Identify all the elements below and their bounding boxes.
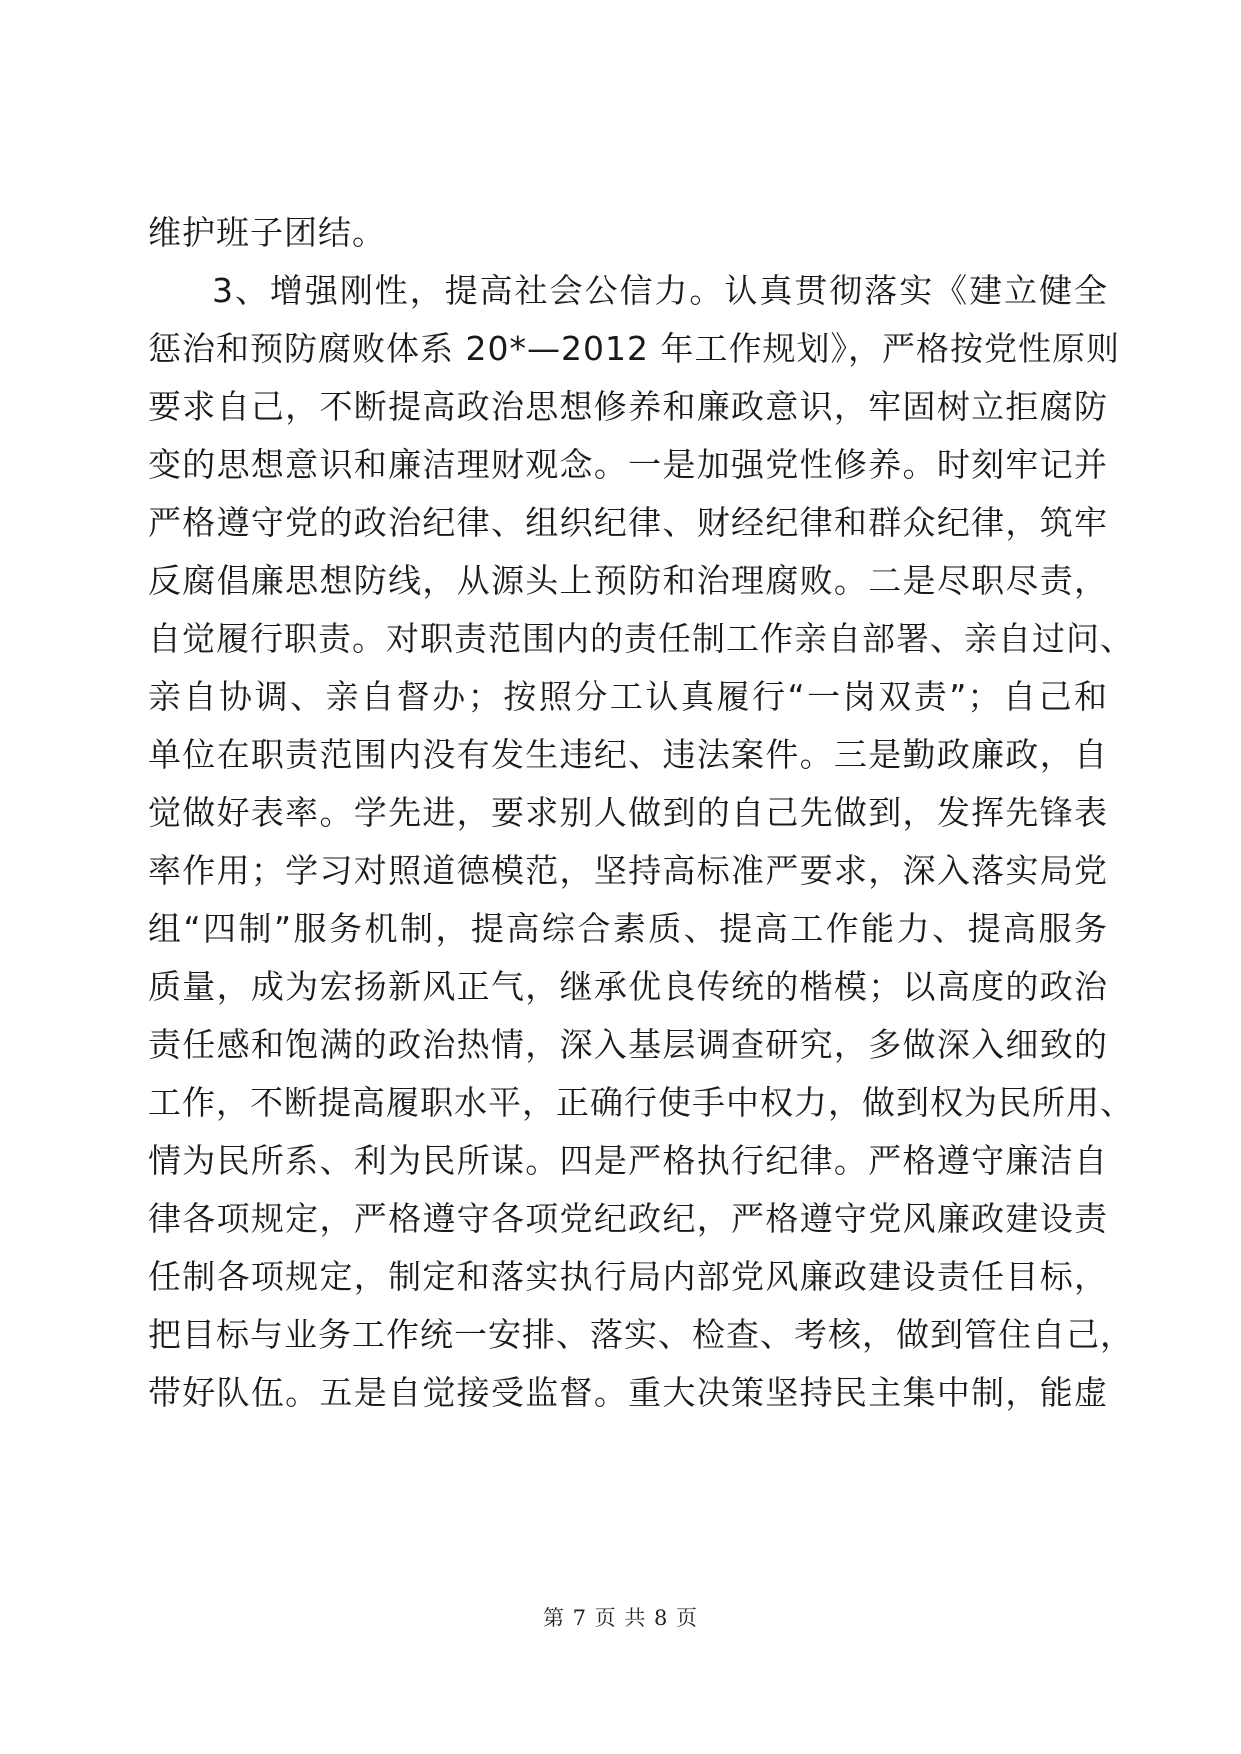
- text-line: 3、增强刚性，提高社会公信力。认真贯彻落实《建立健全: [212, 271, 1108, 310]
- text-line: 维护班子团结。: [148, 213, 386, 252]
- text-line: 亲自协调、亲自督办；按照分工认真履行“一岗双责”；自己和: [148, 677, 1108, 716]
- document-body: [148, 204, 1134, 1422]
- text-line: 严格遵守党的政治纪律、组织纪律、财经纪律和群众纪律，筑牢: [148, 503, 1108, 542]
- text-line: 单位在职责范围内没有发生违纪、违法案件。三是勤政廉政，自: [148, 735, 1108, 774]
- text-line: 任制各项规定，制定和落实执行局内部党风廉政建设责任目标，: [148, 1257, 1108, 1296]
- text-line: 变的思想意识和廉洁理财观念。一是加强党性修养。时刻牢记并: [148, 445, 1108, 484]
- text-line: 带好队伍。五是自觉接受监督。重大决策坚持民主集中制，能虚: [148, 1373, 1108, 1412]
- text-line: 觉做好表率。学先进，要求别人做到的自己先做到，发挥先锋表: [148, 793, 1108, 832]
- text-line: 工作，不断提高履职水平，正确行使手中权力，做到权为民所用、: [148, 1083, 1134, 1122]
- text-line: 自觉履行职责。对职责范围内的责任制工作亲自部署、亲自过问、: [148, 619, 1134, 658]
- text-line: 惩治和预防腐败体系 20*—2012 年工作规划》，严格按党性原则: [148, 329, 1120, 368]
- text-line: 把目标与业务工作统一安排、落实、检查、考核，做到管住自己，: [148, 1315, 1134, 1354]
- text-line: 要求自己，不断提高政治思想修养和廉政意识，牢固树立拒腐防: [148, 387, 1108, 426]
- text-line: 责任感和饱满的政治热情，深入基层调查研究，多做深入细致的: [148, 1025, 1108, 1064]
- text-line: 反腐倡廉思想防线，从源头上预防和治理腐败。二是尽职尽责，: [148, 561, 1108, 600]
- page-number-footer: 第 7 页 共 8 页: [542, 1606, 699, 1630]
- text-line: 率作用；学习对照道德模范，坚持高标准严要求，深入落实局党: [148, 851, 1108, 890]
- text-line: 组“四制”服务机制，提高综合素质、提高工作能力、提高服务: [148, 909, 1108, 948]
- text-line: 质量，成为宏扬新风正气，继承优良传统的楷模；以高度的政治: [148, 967, 1108, 1006]
- text-line: 情为民所系、利为民所谋。四是严格执行纪律。严格遵守廉洁自: [148, 1141, 1108, 1180]
- text-line: 律各项规定，严格遵守各项党纪政纪，严格遵守党风廉政建设责: [148, 1199, 1108, 1238]
